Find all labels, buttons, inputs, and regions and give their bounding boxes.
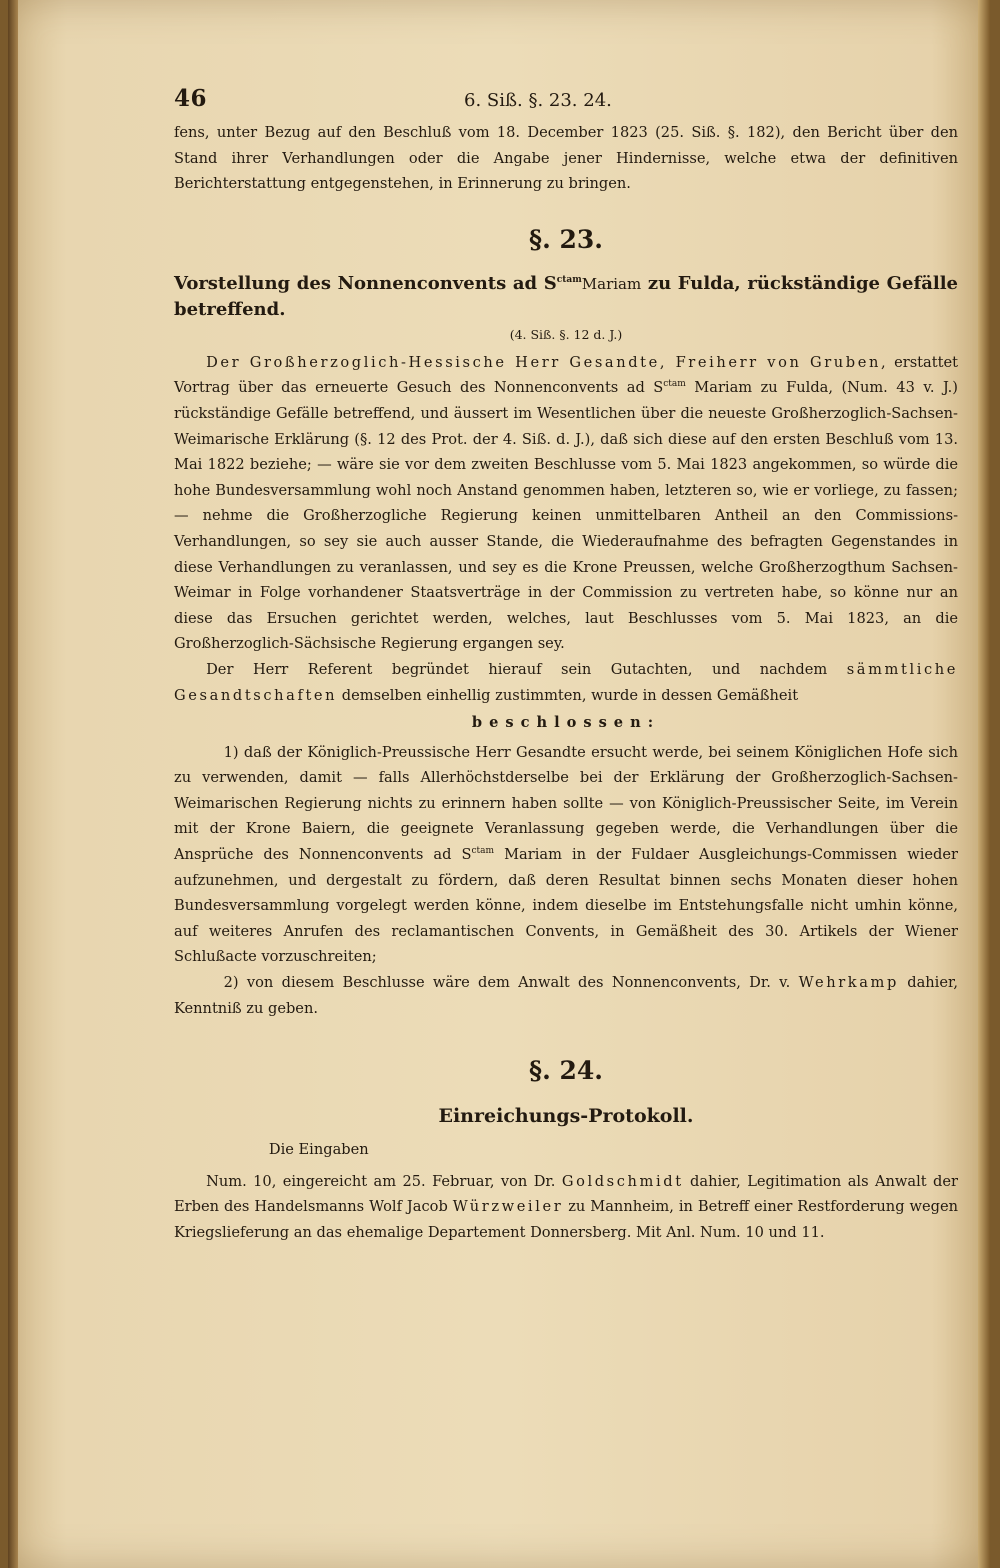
page-header [174, 86, 958, 120]
item1-sup: ctam [471, 846, 495, 857]
item1-after-sup: Mariam in der Fuldaer Ausgleichungs-Commissen wieder aufzunehmen, und dergestalt zu fördern, daß deren Resultat binnen sechs Monaten dieser hohen Bundesversammlung vorgelegt werden könne, indem dieselbe im Entstehungsfalle nicht umhin könne, auf weiteres Anrufen des reclamantischen Convents, in Gemäßheit des 30. Artikels der Wiener Schlußacte vorzuschreiten; [174, 846, 958, 966]
envoy-name: Der Großherzoglich-Hessische Herr Gesandte, Freiherr von Gruben, [206, 353, 889, 371]
section-23-paragraph-1 [174, 350, 958, 657]
section-23-title-after: zu Fulda, rückständige Gefälle betreffend. [174, 272, 958, 320]
para2-after: demselben einhellig zustimmten, wurde in dessen Gemäßheit [337, 686, 799, 704]
section-23-title-latin: Mariam [581, 274, 642, 293]
entry-before: Num. 10, eingereicht am 25. Februar, von Dr. [206, 1172, 562, 1190]
item2-before: 2) von diesem Beschlusse wäre dem Anwalt des Nonnenconvents, Dr. v. [223, 974, 799, 992]
section-23-title-before: Vorstellung des Nonnenconvents ad S [174, 272, 557, 294]
section-24-title: Einreichungs-Protokoll. [438, 1105, 694, 1128]
para2-spaced: sämmtliche Gesandtschaften [174, 660, 958, 704]
page-number: 46 [174, 85, 208, 112]
running-head: 6. Siß. §. 23. 24. [464, 90, 612, 111]
page-edge-right [978, 0, 990, 1568]
intro-paragraph: fens, unter Bezug auf den Beschluß vom 18. December 1823 (25. Siß. §. 182), den Bericht über den Stand ihrer Verhandlungen oder die Angabe jener Hindernisse, welche etwa der definitiven Berichterstattung entgegenstehen, in Erinnerung zu bringen. [174, 124, 958, 193]
resolution-item-2 [174, 970, 958, 1021]
entry-after: zu Mannheim, in Betreff einer Restforderung wegen Kriegslieferung an das ehemalige Departement Donnersberg. Mit Anl. Num. 10 und 11. [174, 1198, 958, 1241]
resolution-item-1 [174, 740, 958, 970]
para2-before: Der Herr Referent begründet hierauf sein Gutachten, und nachdem [206, 660, 847, 678]
section-24-entry [174, 1169, 958, 1246]
section-23-reference: (4. Siß. §. 12 d. J.) [509, 326, 623, 342]
entry-name-1: Goldschmidt [561, 1172, 684, 1190]
item2-spaced: Wehrkamp [798, 974, 899, 992]
page-content [174, 86, 958, 1246]
document-page [8, 0, 990, 1568]
resolved-heading: beschlossen: [471, 714, 661, 732]
section-24-heading: §. 24. [529, 1056, 603, 1086]
para1-after-sup: Mariam zu Fulda, (Num. 43 v. J.) rückständige Gefälle betreffend, und äussert im Wesentlichen über die neueste Großherzoglich-Sachsen-Weimarische Erklärung (§. 12 des Prot. der 4. Siß. d. J.), daß sich diese auf den ersten Beschluß vom 13. Mai 1822 beziehe; — wäre sie vor dem zweiten Beschlusse vom 5. Mai 1823 angekommen, so würde die hohe Bundesversammlung wohl noch Anstand genommen haben, letzteren so, wie er vorliege, zu fassen; — nehme die Großherzogliche Regierung keinen unmittelbaren Antheil an den Commissions-Verhandlungen, so sey sie auch ausser Stande, die Wiederaufnahme des befragten Gegenstandes in diese Verhandlungen zu veranlassen, und sey es die Krone Preussen, welche Großherzogthum Sachsen-Weimar in Folge vorhandener Staatsverträge in der Commission zu vertreten habe, so könne nur an diese das Ersuchen gerichtet werden, welches, laut Beschlusses vom 5. Mai 1823, an die Großherzoglich-Sächsische Regierung ergangen sey. [174, 379, 958, 653]
para1-sup: ctam [663, 379, 686, 390]
section-23-heading: §. 23. [529, 224, 603, 254]
para1-before-sup: erstattet Vortrag über das erneuerte Gesuch des Nonnenconvents ad S [174, 353, 958, 397]
section-23-paragraph-2 [174, 657, 958, 708]
entry-mid: dahier, Legitimation als Anwalt der Erben des Handelsmanns Wolf Jacob [174, 1172, 958, 1216]
section-23-title [174, 271, 958, 322]
page-edge-left [8, 0, 18, 1568]
item1-before-sup: 1) daß der Königlich-Preussische Herr Gesandte ersucht werde, bei seinem Königlichen Hofe sich zu verwenden, damit — falls Allerhöchstderselbe bei der Erklärung der Großherzoglich-Sachsen-Weimarischen Regierung nichts zu erinnern haben sollte — von Königlich-Preussischer Seite, im Verein mit der Krone Baiern, die geeignete Veranlassung gegeben werde, die Verhandlungen über die Ansprüche des Nonnenconvents ad S [174, 743, 958, 864]
section-23-title-sup: ctam [556, 274, 582, 285]
item2-after: dahier, Kenntniß zu geben. [174, 974, 958, 1017]
section-24-subheading: Die Eingaben [268, 1141, 369, 1159]
entry-name-2: Würzweiler [452, 1198, 564, 1216]
